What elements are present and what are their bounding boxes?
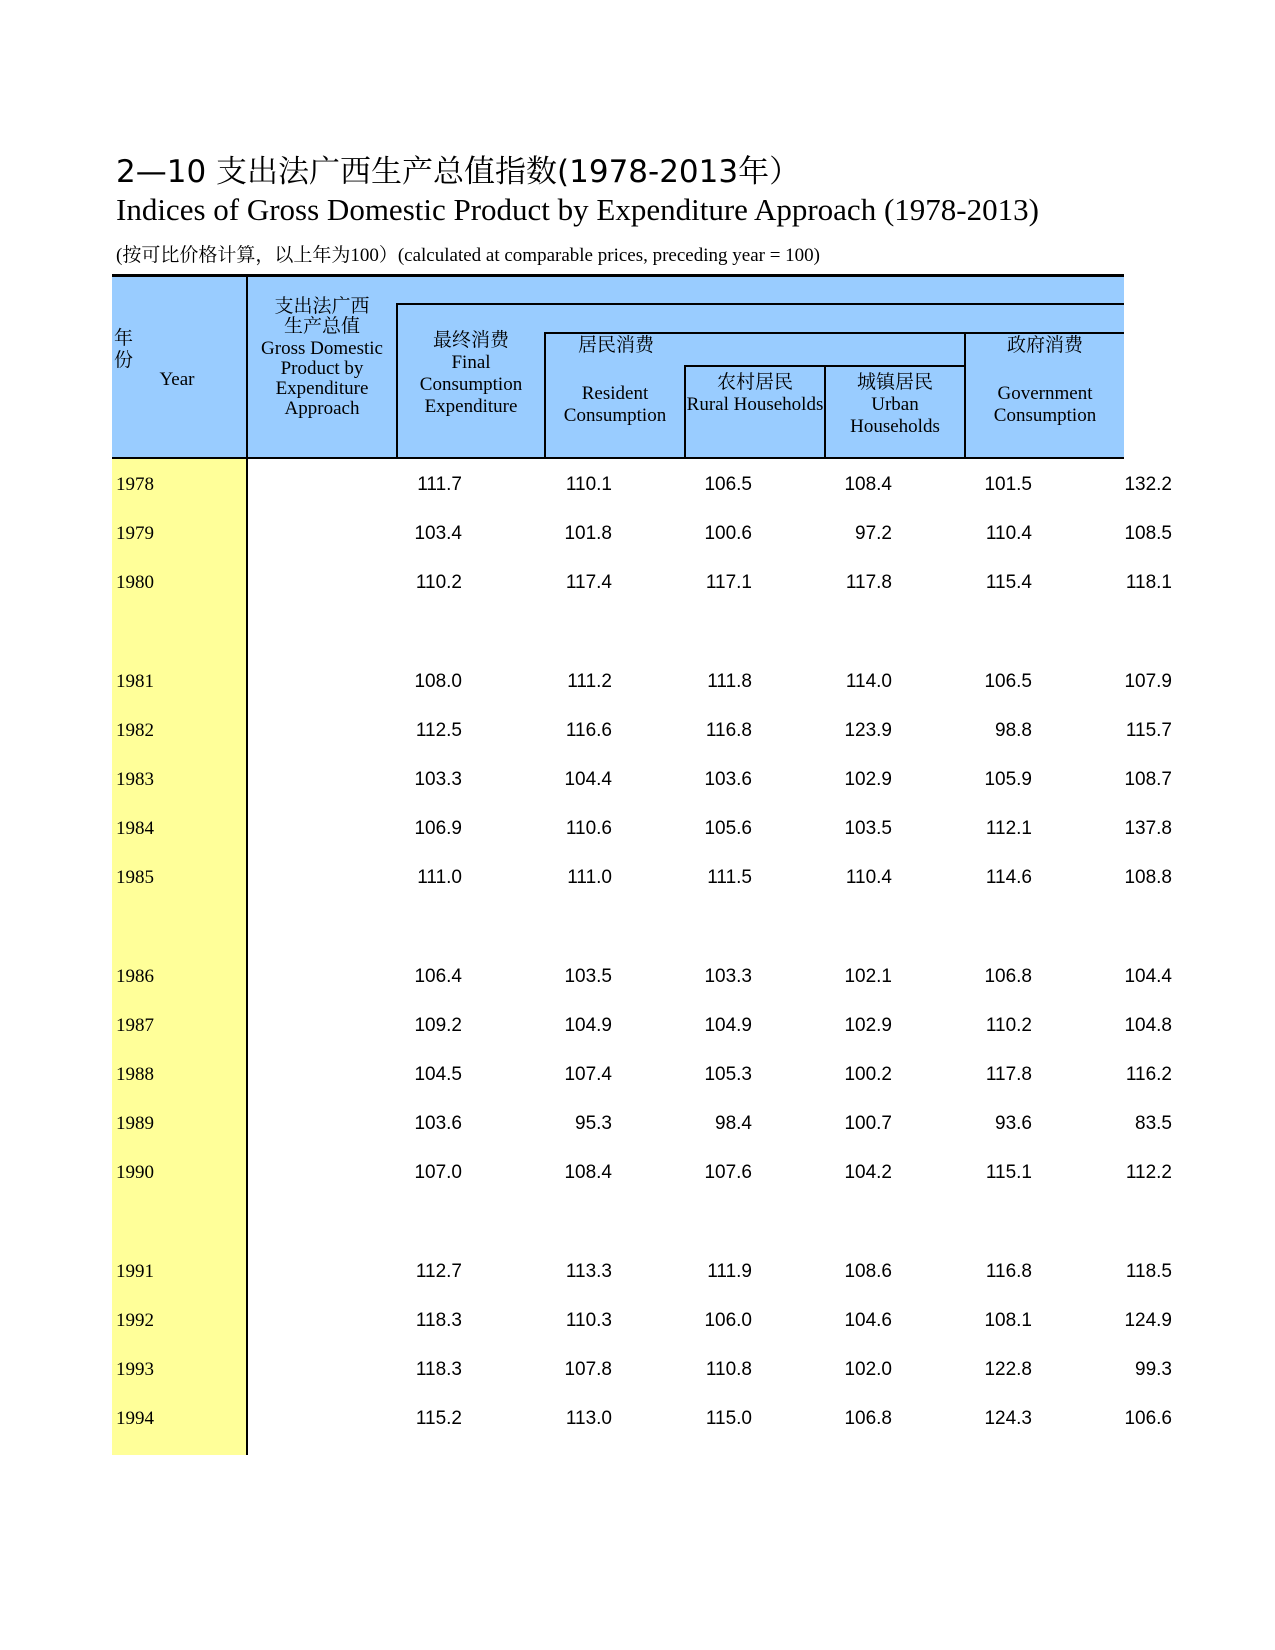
cell-rural: 102.9	[844, 1014, 892, 1036]
cell-resident: 105.3	[704, 1064, 752, 1085]
table-row	[112, 806, 1172, 856]
cell-rural: 102.9	[844, 769, 892, 790]
cell-gdp: 104.5	[414, 1064, 462, 1085]
cell-gdp: 111.7	[417, 474, 462, 495]
header-gov-zh: 政府消费	[1006, 335, 1083, 356]
cell-final: 103.5	[564, 965, 612, 987]
cell-urban: 117.8	[985, 1064, 1032, 1085]
cell-gdp: 106.4	[414, 965, 462, 987]
cell-gov: 99.3	[1135, 1359, 1172, 1380]
cell-final: 110.3	[565, 1309, 612, 1331]
cell-gov: 118.5	[1125, 1260, 1172, 1282]
row-year: 1992	[116, 1309, 154, 1331]
cell-gov: 108.5	[1124, 523, 1172, 545]
cell-gdp: 111.0	[417, 867, 462, 889]
table-row	[112, 1003, 1172, 1053]
cell-gov: 137.8	[1124, 818, 1172, 840]
header-rule	[544, 332, 1124, 334]
row-year: 1984	[116, 818, 154, 840]
cell-final: 111.2	[567, 670, 612, 692]
cell-gdp: 103.3	[414, 769, 462, 790]
cell-rural: 106.8	[844, 1408, 892, 1430]
cell-resident: 107.6	[704, 1162, 752, 1184]
cell-gdp: 109.2	[414, 1014, 462, 1036]
header-rural-en: Rural Households	[686, 394, 824, 415]
cell-resident: 111.5	[707, 867, 752, 889]
cell-gov: 108.7	[1124, 769, 1172, 790]
cell-final: 117.4	[565, 572, 612, 594]
table-row	[112, 708, 1172, 758]
cell-urban: 101.5	[984, 474, 1032, 495]
cell-urban: 93.6	[995, 1113, 1032, 1135]
cell-urban: 108.1	[984, 1309, 1032, 1331]
cell-final: 110.6	[565, 818, 612, 840]
row-year: 1979	[116, 523, 154, 545]
header-urban-zh: 城镇居民	[856, 372, 933, 393]
cell-gov: 115.7	[1125, 719, 1172, 741]
row-year: 1991	[116, 1260, 154, 1282]
cell-gov: 104.8	[1124, 1014, 1172, 1036]
cell-gdp: 118.3	[415, 1309, 462, 1331]
header-final-en: Final Consumption Expenditure	[419, 352, 523, 417]
table-row	[112, 560, 1172, 610]
cell-gdp: 107.0	[414, 1162, 462, 1184]
cell-final: 113.3	[565, 1260, 612, 1282]
header-gdp	[248, 297, 396, 419]
table-row	[112, 1396, 1172, 1446]
title-note: (按可比价格计算，以上年为100）(calculated at comparable prices, preceding year = 100)	[116, 245, 820, 266]
header-urban-en: Urban Households	[850, 394, 940, 437]
cell-final: 110.1	[565, 474, 612, 495]
cell-resident: 103.3	[704, 965, 752, 987]
cell-rural: 108.4	[844, 474, 892, 495]
row-year: 1994	[116, 1408, 154, 1430]
cell-final: 116.6	[565, 719, 612, 741]
cell-resident: 111.8	[707, 670, 752, 692]
row-year: 1978	[116, 474, 154, 495]
table-row	[112, 462, 1172, 512]
table-row	[112, 1052, 1172, 1102]
header-resident-zh: 居民消费	[577, 335, 654, 356]
cell-gov: 108.8	[1124, 867, 1172, 889]
row-year: 1988	[116, 1064, 154, 1085]
row-year: 1987	[116, 1014, 154, 1036]
header-gdp-zh2: 生产总值	[283, 316, 360, 337]
row-year: 1980	[116, 572, 154, 594]
cell-resident: 98.4	[715, 1113, 752, 1135]
cell-resident: 106.5	[704, 474, 752, 495]
header-urban	[826, 372, 964, 438]
cell-urban: 98.8	[995, 719, 1032, 741]
row-year: 1981	[116, 670, 154, 692]
cell-final: 111.0	[567, 867, 612, 889]
header-year-en: Year	[159, 369, 195, 390]
cell-gov: 124.9	[1124, 1309, 1172, 1331]
cell-gov: 118.1	[1125, 572, 1172, 594]
cell-urban: 124.3	[984, 1408, 1032, 1430]
cell-resident: 117.1	[705, 572, 752, 594]
cell-rural: 97.2	[855, 523, 892, 545]
table-row	[112, 511, 1172, 561]
header-rural-zh: 农村居民	[716, 372, 793, 393]
cell-final: 104.9	[564, 1014, 612, 1036]
header-final-zh: 最终消费	[432, 330, 509, 351]
cell-gdp: 103.4	[414, 523, 462, 545]
cell-resident: 100.6	[704, 523, 752, 545]
cell-final: 113.0	[565, 1408, 612, 1430]
header-rule	[684, 365, 966, 367]
row-year: 1989	[116, 1113, 154, 1135]
table-row	[112, 757, 1172, 807]
header-gdp-zh1: 支出法广西	[274, 296, 370, 317]
cell-rural: 102.0	[844, 1359, 892, 1380]
cell-gdp: 112.5	[415, 719, 462, 741]
cell-gov: 83.5	[1135, 1113, 1172, 1135]
cell-rural: 114.0	[845, 670, 892, 692]
header-resident-en: Resident Consumption	[563, 383, 667, 426]
cell-gov: 104.4	[1124, 965, 1172, 987]
cell-rural: 103.5	[844, 818, 892, 840]
header-rule	[396, 303, 1124, 305]
table-row	[112, 855, 1172, 905]
cell-final: 108.4	[564, 1162, 612, 1184]
header-final	[398, 330, 544, 418]
cell-gov: 106.6	[1124, 1408, 1172, 1430]
cell-rural: 104.6	[844, 1309, 892, 1331]
header-year-zh: 年 份	[114, 328, 157, 371]
cell-rural: 104.2	[844, 1162, 892, 1184]
cell-gov: 116.2	[1125, 1064, 1172, 1085]
cell-gdp: 110.2	[415, 572, 462, 594]
cell-resident: 110.8	[705, 1359, 752, 1380]
header-gov-en: Government Consumption	[993, 383, 1097, 426]
cell-final: 104.4	[564, 769, 612, 790]
table-row	[112, 1347, 1172, 1397]
cell-urban: 105.9	[984, 769, 1032, 790]
cell-urban: 112.1	[985, 818, 1032, 840]
cell-final: 101.8	[564, 523, 612, 545]
cell-resident: 106.0	[704, 1309, 752, 1331]
cell-resident: 111.9	[707, 1260, 752, 1282]
row-year: 1990	[116, 1162, 154, 1184]
cell-gdp: 108.0	[414, 670, 462, 692]
cell-gov: 107.9	[1124, 670, 1172, 692]
cell-gdp: 115.2	[415, 1408, 462, 1430]
table-row	[112, 954, 1172, 1004]
row-year: 1986	[116, 965, 154, 987]
cell-urban: 116.8	[985, 1260, 1032, 1282]
cell-rural: 102.1	[844, 965, 892, 987]
cell-gdp: 112.7	[415, 1260, 462, 1282]
table-row	[112, 1298, 1172, 1348]
table-header	[112, 274, 1124, 459]
cell-resident: 116.8	[705, 719, 752, 741]
cell-rural: 100.7	[844, 1113, 892, 1135]
cell-gdp: 118.3	[415, 1359, 462, 1380]
cell-urban: 110.2	[985, 1014, 1032, 1036]
title-zh: 2—10 支出法广西生产总值指数(1978-2013年）	[116, 154, 801, 190]
row-year: 1993	[116, 1359, 154, 1380]
cell-gdp: 106.9	[414, 818, 462, 840]
table-row	[112, 659, 1172, 709]
cell-resident: 104.9	[704, 1014, 752, 1036]
title-en: Indices of Gross Domestic Product by Expenditure Approach (1978-2013)	[116, 192, 1039, 227]
row-year: 1982	[116, 719, 154, 741]
cell-rural: 110.4	[845, 867, 892, 889]
cell-urban: 106.8	[984, 965, 1032, 987]
table-row	[112, 1150, 1172, 1200]
cell-gdp: 103.6	[414, 1113, 462, 1135]
cell-urban: 110.4	[985, 523, 1032, 545]
cell-rural: 100.2	[844, 1064, 892, 1085]
table-row	[112, 1249, 1172, 1299]
cell-rural: 117.8	[845, 572, 892, 594]
cell-resident: 103.6	[704, 769, 752, 790]
cell-final: 107.8	[564, 1359, 612, 1380]
row-year: 1983	[116, 769, 154, 790]
cell-urban: 114.6	[985, 867, 1032, 889]
cell-gov: 112.2	[1125, 1162, 1172, 1184]
row-year: 1985	[116, 867, 154, 889]
cell-urban: 122.8	[984, 1359, 1032, 1380]
cell-final: 95.3	[575, 1113, 612, 1135]
cell-urban: 115.4	[985, 572, 1032, 594]
cell-rural: 123.9	[844, 719, 892, 741]
header-rural	[686, 372, 824, 416]
cell-gov: 132.2	[1124, 474, 1172, 495]
cell-resident: 105.6	[704, 818, 752, 840]
cell-urban: 115.1	[985, 1162, 1032, 1184]
table-row	[112, 1101, 1172, 1151]
cell-final: 107.4	[564, 1064, 612, 1085]
header-gdp-en: Gross Domestic Product by Expenditure Approach	[261, 338, 383, 419]
cell-rural: 108.6	[844, 1260, 892, 1282]
cell-resident: 115.0	[705, 1408, 752, 1430]
cell-urban: 106.5	[984, 670, 1032, 692]
